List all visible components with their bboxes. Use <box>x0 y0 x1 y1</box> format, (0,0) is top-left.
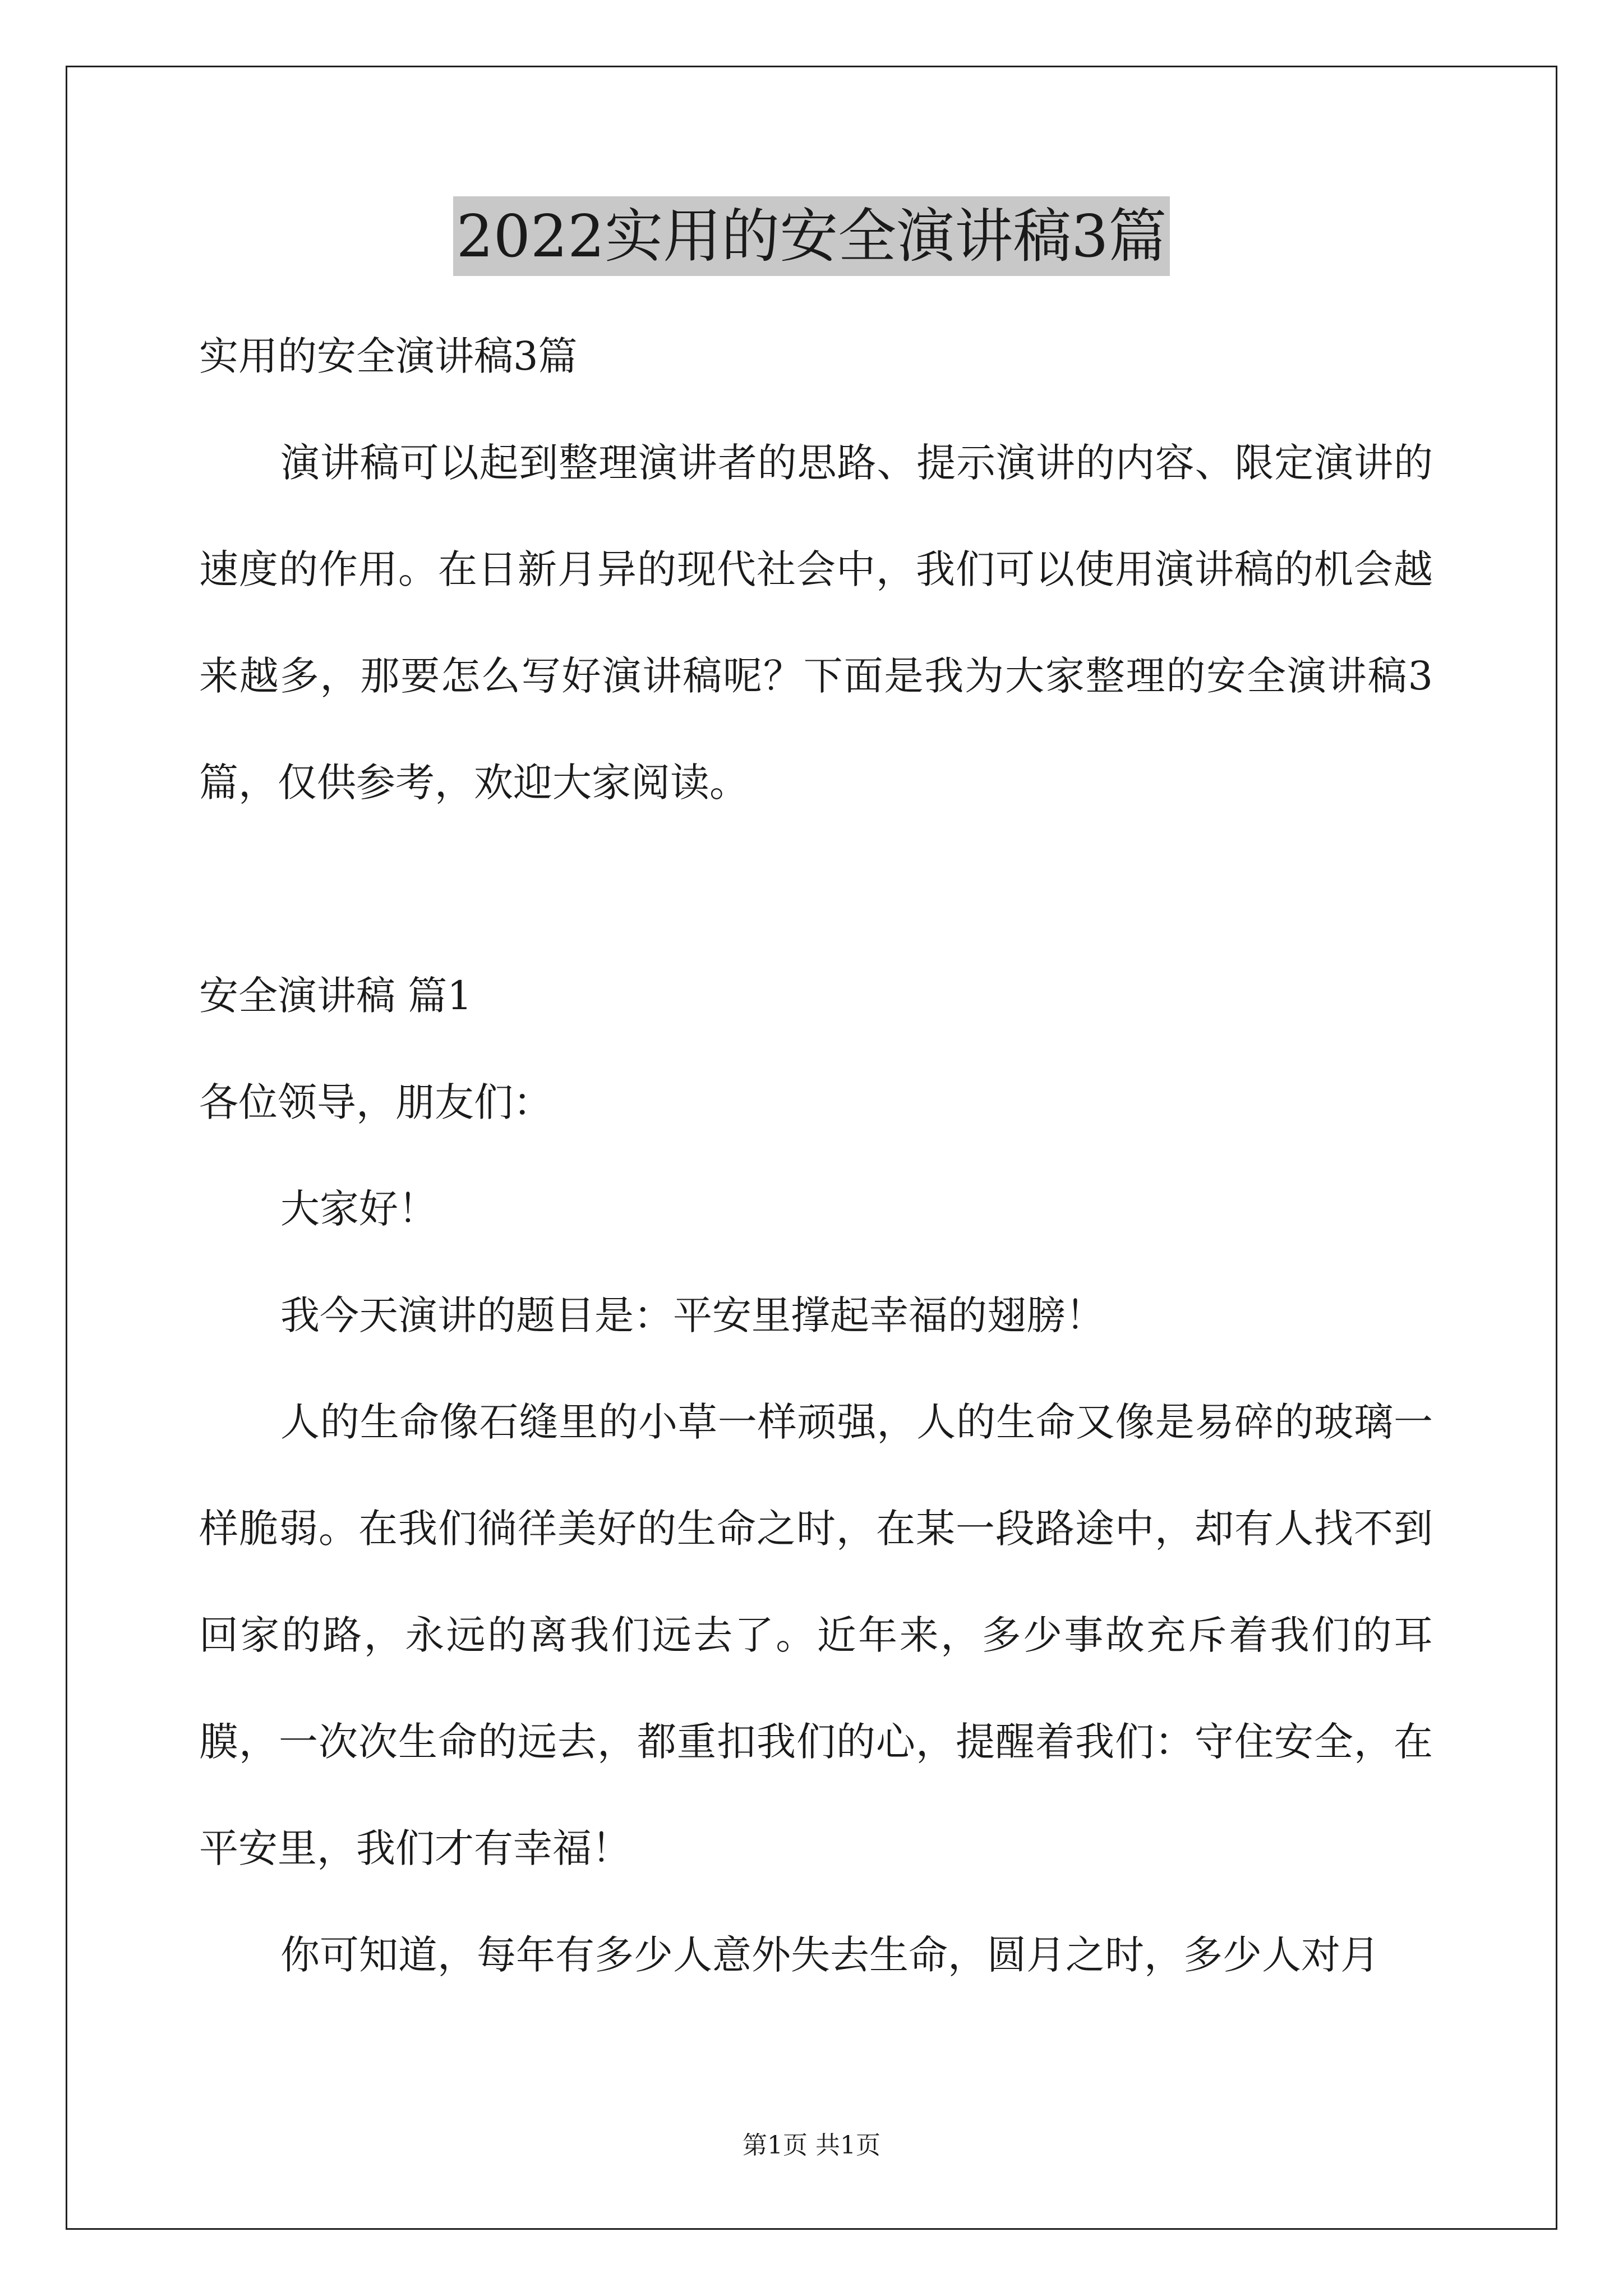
body-paragraph: 人的生命像石缝里的小草一样顽强，人的生命又像是易碎的玻璃一样脆弱。在我们徜徉美好的生命之时，在某一段路途中，却有人找不到回家的路，永远的离我们远去了。近年来，多少事故充斥着我们的耳膜，一次次生命的远去，都重扣我们的心，提醒着我们：守住安全，在平安里，我们才有幸福！ <box>199 1399 1433 1871</box>
document-body <box>199 303 1433 2008</box>
page-footer: 第1页 共1页 <box>743 2131 880 2160</box>
body-paragraph: 你可知道，每年有多少人意外失去生命，圆月之时，多少人对月 <box>280 1932 1380 1978</box>
section-heading: 安全演讲稿 篇1 <box>199 973 472 1019</box>
speech-topic: 我今天演讲的题目是：平安里撑起幸福的翅膀！ <box>280 1292 1105 1338</box>
greeting: 大家好！ <box>280 1186 437 1232</box>
intro-paragraph: 演讲稿可以起到整理演讲者的思路、提示演讲的内容、限定演讲的速度的作用。在日新月异的现代社会中，我们可以使用演讲稿的机会越来越多，那要怎么写好演讲稿呢？下面是我为大家整理的安全演讲稿3篇，仅供参考，欢迎大家阅读。 <box>199 440 1433 806</box>
paragraph-gap <box>199 836 1433 942</box>
salutation: 各位领导，朋友们： <box>199 1079 552 1125</box>
subtitle: 实用的安全演讲稿3篇 <box>199 333 578 379</box>
document-title: 2022实用的安全演讲稿3篇 <box>453 196 1170 276</box>
title-wrap <box>0 196 1623 276</box>
